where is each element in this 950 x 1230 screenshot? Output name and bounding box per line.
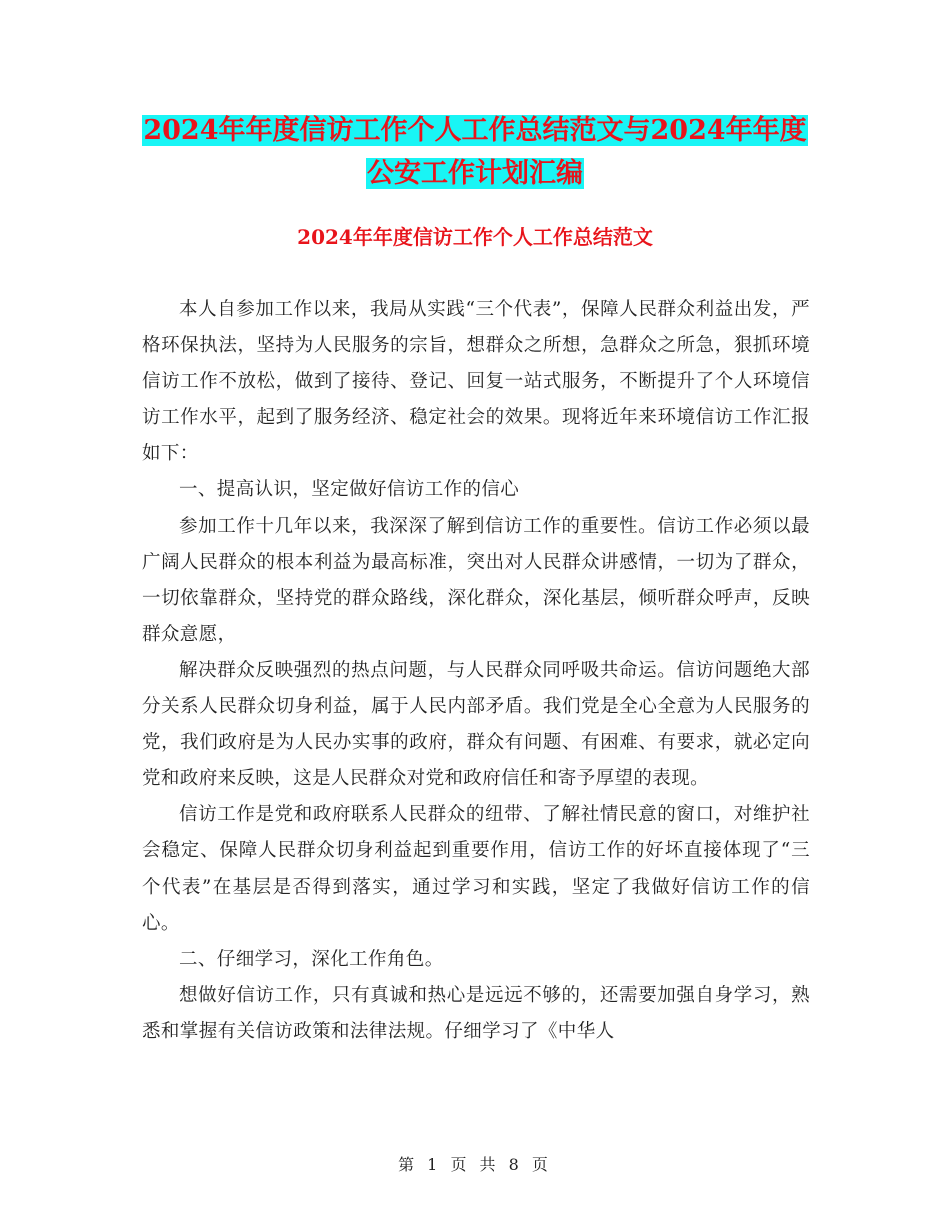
body-paragraph: 解决群众反映强烈的热点问题，与人民群众同呼吸共命运。信访问题绝大部分关系人民群众切身利益，属于人民内部矛盾。我们党是全心全意为人民服务的党，我们政府是为人民办实事的政府，群众有问题、有困难、有要求，就必定向党和政府来反映，这是人民群众对党和政府信任和寄予厚望的表现。 <box>142 659 810 790</box>
body-paragraph: 参加工作十几年以来，我深深了解到信访工作的重要性。信访工作必须以最广阔人民群众的根本利益为最高标准，突出对人民群众讲感情，一切为了群众，一切依靠群众，坚持党的群众路线，深化群众，深化基层，倾听群众呼声，反映群众意愿， <box>142 515 810 645</box>
body-paragraph: 想做好信访工作，只有真诚和热心是远远不够的，还需要加强自身学习，熟悉和掌握有关信访政策和法律法规。仔细学习了《中华人 <box>142 984 810 1042</box>
document-title-line-2 <box>0 155 950 193</box>
document-title-highlight-2: 公安工作计划汇编 <box>367 158 583 189</box>
document-title-highlight-1: 2024年年度信访工作个人工作总结范文与2024年年度 <box>143 115 807 146</box>
section-title: 2024年年度信访工作个人工作总结范文 <box>297 225 653 249</box>
body-paragraph: 信访工作是党和政府联系人民群众的纽带、了解社情民意的窗口，对维护社会稳定、保障人民群众切身利益起到重要作用，信访工作的好坏直接体现了“三个代表”在基层是否得到落实，通过学习和实践，坚定了我做好信访工作的信心。 <box>142 804 810 934</box>
body-paragraph: 二、仔细学习，深化工作角色。 <box>179 948 444 970</box>
body-paragraph: 本人自参加工作以来，我局从实践“三个代表”，保障人民群众利益出发，严格环保执法，坚持为人民服务的宗旨，想群众之所想，急群众之所急，狠抓环境信访工作不放松，做到了接待、登记、回复一站式服务，不断提升了个人环境信访工作水平，起到了服务经济、稳定社会的效果。现将近年来环境信访工作汇报如下： <box>142 299 810 465</box>
document-body <box>142 292 810 1050</box>
page-footer: 第 1 页 共 8 页 <box>398 1155 552 1174</box>
document-title-line-1 <box>0 112 950 150</box>
body-paragraph: 一、提高认识，坚定做好信访工作的信心 <box>179 479 520 501</box>
